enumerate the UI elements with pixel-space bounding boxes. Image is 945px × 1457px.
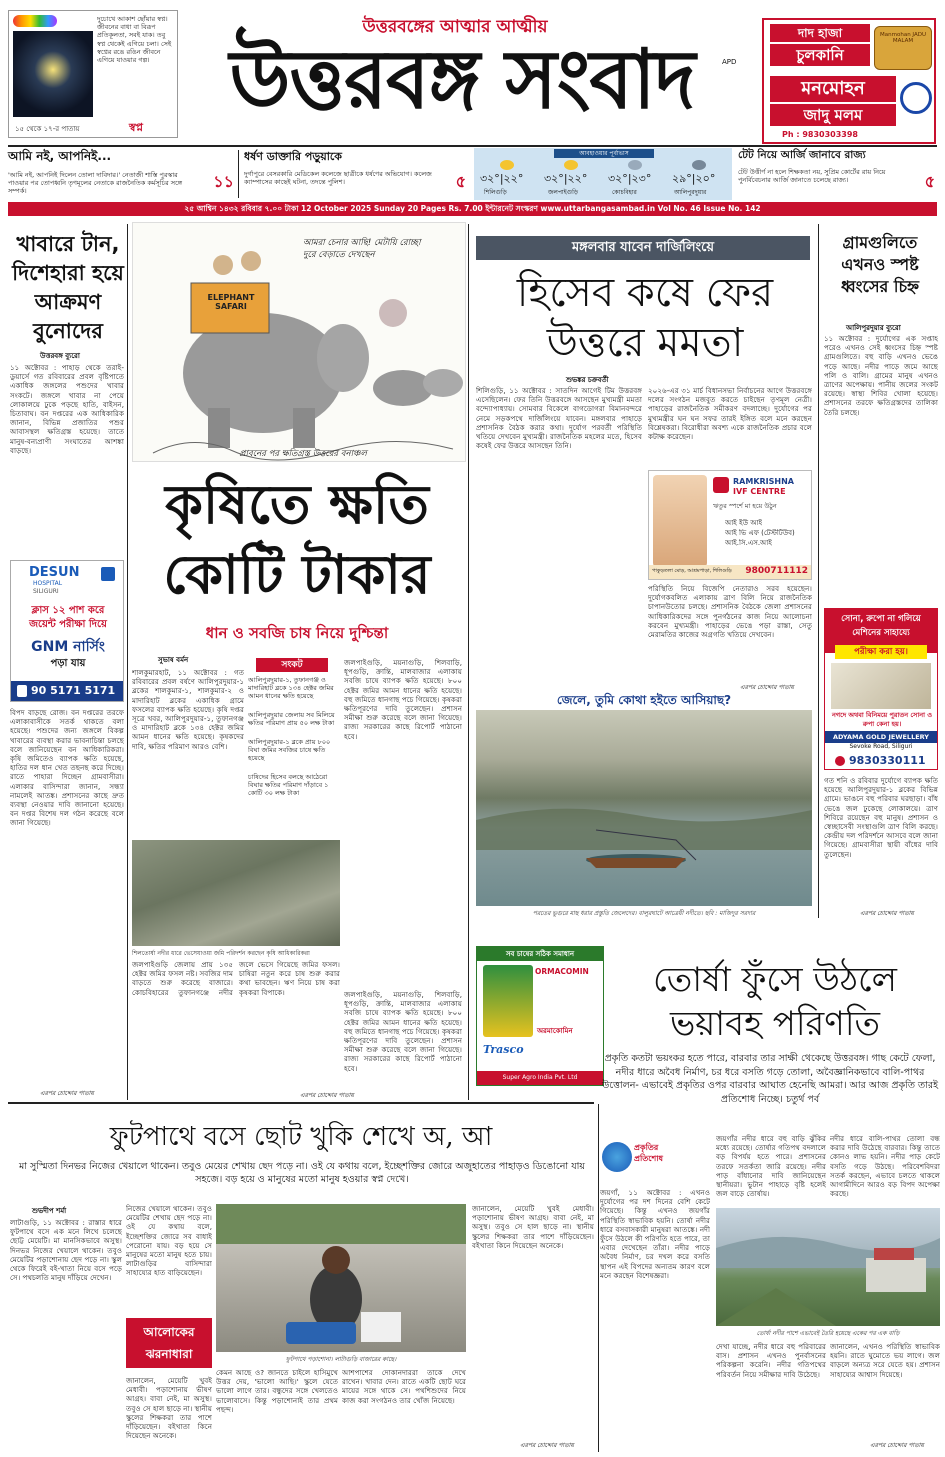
promo-text: দুচোখে আকাশ ছোঁয়ার স্বপ্ন। জীবনের বাধা বা বিরূপ প্রতিকূলতা, সবই যাক। তবু স্বপ্ন থেকেই এগিয়ে চলা। সেই স্বপ্নের রঙে রঙিন জীবনে এগিয়ে যাওয়ার গল্প। bbox=[97, 15, 172, 65]
gold-ad[interactable] bbox=[824, 608, 938, 770]
orma-company: Super Agro India Pvt. Ltd bbox=[477, 1071, 603, 1085]
agri-sidebar-item-1: আলিপুরদুয়ার-১, তুফানগঞ্জ ও মাদারিহাট ব্লকে ১৩৪ হেক্টর জমির আমন ধানের ক্ষতি হয়েছে bbox=[248, 676, 334, 700]
medical-cross-icon bbox=[101, 567, 115, 581]
col-divider-left bbox=[127, 224, 128, 1100]
rk-phone: 9800711112 bbox=[745, 566, 808, 576]
mamata-continue[interactable]: এরপর চোদ্দোর পাতায় bbox=[740, 684, 794, 691]
rk-item-2: আই ভি এফ (টেস্টটিউব) bbox=[725, 529, 795, 537]
right-story-headline[interactable]: গ্রামগুলিতে এখনও স্পষ্ট ধ্বংসের চিহ্ন bbox=[840, 233, 920, 296]
globe-icon bbox=[602, 1142, 632, 1172]
ad-brand2: জাদু মলম bbox=[770, 104, 896, 126]
torsa-continue[interactable]: এরপর চোদ্দোর পাতায় bbox=[870, 1442, 924, 1449]
weather-city-4 bbox=[670, 160, 730, 198]
teaser-3[interactable] bbox=[738, 148, 937, 200]
torsa-series-logo bbox=[600, 1134, 672, 1186]
agri-col4: জলপাইগুড়ি, ময়নাগুড়ি, শিলবাড়ি, ধূপগুড়ি, ক্রান্তি, মালবাজার এলাকায় সবজি চাষে ব্যাপক ক্ষতি হয়েছে। ৮০০ হেক্টর জমির আমন ধানের ক্ষতি হয়েছে। বহু জমিতে ধানগাছ পচে গিয়েছে। কৃষকরা ক্ষতিপূরণের দাবি তুলেছেন। প্রশাসন সমীক্ষা শুরু করেছে বলে জানা গিয়েছে। রাজ্য সরকারের কাছে রিপোর্ট পাঠানো হবে। bbox=[344, 990, 462, 1073]
mamata-body2: ২০২৬-এর ৩১ মার্চ বিধানসভা নির্বাচনের আগে উত্তরবঙ্গে দলের সংগঠন মজবুত করতে চাইছেন তৃণমূল নেত্রী। পাহাড়ের রাজনৈতিক সমীকরণ বদলাচ্ছে। দুর্যোগের পর মুখ্যমন্ত্রীর ঘন ঘন সফর তারই ইঙ্গিত বলে মনে করছেন বিশ্লেষকরা। বিরোধীরা অবশ্য একে রাজনৈতিক প্রচার বলে কটাক্ষ করেছেন। bbox=[648, 386, 812, 442]
ad-phone: Ph : 9830303398 bbox=[782, 130, 858, 139]
girl-photo-caption: ফুটপাথে পড়াশোনা। লাটাগুড়ি বাজারের কাছে। bbox=[285, 1356, 397, 1363]
desun-sub: HOSPITAL bbox=[33, 580, 63, 587]
rain-cloud-icon bbox=[692, 160, 706, 170]
sun-cloud-icon bbox=[500, 160, 514, 170]
agri-sidebar-item-4: চাষিদের হিসেব বলছে আঠেরো বিঘার ক্ষতির পরিমাণ দাঁড়াবে ১ কোটি ৩০ লক্ষ টাকা bbox=[248, 773, 329, 797]
gold-phone-row bbox=[825, 753, 937, 769]
torsa-body2: জয়গাঁর নদীর ধারে বহু বাড়ি ঝুঁকির মধ্যে রয়েছে। তোর্ষার গতিপথ বদলালে বড় বিপর্যয় হতে পারে। প্রশাসনের তরফে সতর্কতা জারি রয়েছে। নদীর পাড় বাঁধানোর দাবি জানিয়েছেন স্থানীয়রা। ভুটান পাহাড়ে বৃষ্টি হলেই জল বাড়ে তোর্ষায়। bbox=[716, 1134, 826, 1199]
ormacomin-ad[interactable] bbox=[476, 946, 604, 1086]
ad-mother-photo bbox=[653, 475, 707, 567]
gold-line2: মেশিনের সাহায্যে bbox=[852, 628, 910, 638]
teaser-2[interactable] bbox=[244, 148, 470, 200]
agri-subhead: ধান ও সবজি চাষ নিয়ে দুশ্চিন্তা bbox=[205, 624, 389, 642]
mk-logo-icon bbox=[900, 82, 932, 114]
rk-item-3: আই.সি.এস.আই bbox=[725, 539, 772, 547]
gold-name: ADYAMA GOLD JEWELLERY bbox=[825, 731, 937, 743]
weather-city-4-name: আলিপুরদুয়ার bbox=[674, 189, 707, 196]
right-story-byline: আলিপুরদুয়ার ব্যুরো bbox=[846, 324, 901, 332]
teaser-2-text: দুর্গাপুরে বেসরকারি মেডিকেল কলেজে ছাত্রীকে ধর্ষণের অভিযোগ। কলেজ ক্যাম্পাসের কাছেই ঘটনা, তদন্তে পুলিশ। bbox=[244, 170, 432, 186]
left-story-headline[interactable]: খাবারে টান, দিশেহারা হয়ে আক্রমণ বুনোদের bbox=[12, 232, 124, 343]
phone-icon bbox=[835, 756, 845, 766]
teaser-3-text: টেট উত্তীর্ণ না হলে শিক্ষকতা নয়, সুপ্রিম কোর্টের রায় নিয়ে পুনর্বিবেচনার আর্জি জানাতে চলেছে রাজ্য। bbox=[738, 168, 886, 184]
torsa-series-label: প্রকৃতির প্রতিশোধ bbox=[634, 1143, 664, 1163]
mamata-headline[interactable]: হিসেব কষে ফের উত্তরে মমতা bbox=[516, 270, 774, 366]
ad-line2: চুলকানি bbox=[770, 44, 870, 66]
girl-series-logo bbox=[126, 1318, 212, 1372]
weather-city-3-name: কোচবিহার bbox=[612, 189, 637, 196]
girl-col4: কেমন আছে ও? জানতে চাইলে হাসিমুখে উত্তর দেয়, 'ভালো আছি।' স্কুলে যেতে ভালো লাগে তার। বন্ধুদের সঙ্গে খেলতেও ভালোবাসে। কিন্তু পড়াশোনাই তার প্রথম পছন্দ। bbox=[216, 1368, 338, 1414]
rk-footer bbox=[649, 565, 811, 579]
orma-logo: Trasco bbox=[483, 1043, 524, 1056]
desun-ad[interactable] bbox=[10, 560, 124, 702]
gold-machine-image bbox=[831, 663, 931, 709]
rk-sub: IVF CENTRE bbox=[733, 487, 786, 496]
mamata-kicker: মঙ্গলবার যাবেন দার্জিলিংয়ে bbox=[571, 240, 715, 255]
weather-temp-1: ৩২°|২২° bbox=[480, 172, 524, 185]
fishing-caption: পরতের ভুগুরে মাছ ধরার প্রস্তুতি জেলেদের। বালুরঘাটে আত্রেয়ী নদীতে। ছবি : মাজিদুর সরদার bbox=[532, 910, 756, 917]
teaser-divider bbox=[238, 150, 239, 198]
cartoon-banner: ELEPHANT SAFARI bbox=[207, 293, 255, 311]
weather-city-3 bbox=[606, 160, 666, 198]
gold-line3: পরীক্ষা করা হয়। bbox=[835, 645, 927, 659]
girl-col5: আশপাশের দোকানদাররা তাকে দেখে রাখেন। খাবার দেন। রাতে একটি ছোট ঘরে মায়ের সঙ্গে থাকে সে। পথশিশুদের নিয়ে কাজ করা সংগঠনও তার খোঁজ নিয়েছে। bbox=[342, 1368, 466, 1405]
weather-city-2-name: জলপাইগুড়ি bbox=[548, 189, 579, 196]
torsa-scene bbox=[716, 1208, 940, 1326]
girl-col3: জানালেন, মেয়েটি খুবই মেধাবী। পড়াশোনায় ভীষণ আগ্রহ। বাবা নেই, মা অসুস্থ। তবুও সে হাল ছাড়ে না। স্থানীয় স্কুলের শিক্ষকরা তার পাশে দাঁড়িয়েছেন। বইখাতা কিনে দিয়েছেন অনেকে। bbox=[126, 1376, 212, 1441]
mamata-byline: শুভঙ্কর চক্রবর্তী bbox=[566, 376, 609, 384]
desun-line2: জয়েন্ট পরীক্ষা দিয়ে bbox=[29, 619, 107, 630]
torsa-body4: দেখা যাচ্ছে, নদীর ধারে বহু পরিবারের বাস। প্রশাসন এখনও পুনর্বাসনের পরিকল্পনা করেনি। নদীর গতিপথের পরিবর্তন নিয়ে সমীক্ষার দাবি উঠেছে। bbox=[716, 1342, 826, 1379]
agri-col1: শালকুমারহাট, ১১ অক্টোবর : গত রবিবারের প্রবল বর্ষণে আলিপুরদুয়ার-১ ব্লকের শালকুমার-১, শালকুমার-২ ও মাদারিহাট ব্লকের একাধিক গ্রামে ফসলের ব্যাপক ক্ষতি হয়েছে। কৃষি দপ্তর সূত্রে খবর, আলিপুরদুয়ার-১, তুফানগঞ্জ ও মাদারিহাট ব্লকে ১৩৪ হেক্টর জমির আমন ধানের ক্ষতি হয়েছে। কৃষকদের দাবি, ক্ষতির পরিমাণ আরও বেশি। bbox=[132, 668, 244, 751]
mamata-body3: পরিস্থিতি নিয়ে বিজেপি নেতারাও সরব হয়েছেন। দুর্যোগকবলিত এলাকায় ত্রাণ বিলি নিয়ে রাজনৈতিক চাপানউতোর চলছে। প্রশাসনিক বৈঠকে জেলা প্রশাসনের আধিকারিকদের সঙ্গে পুনর্গঠনের কাজ নিয়ে আলোচনা করবেন মুখ্যমন্ত্রী। পাহাড়ের ভেঙে পড়া রাস্তা, সেতু মেরামতির কাজের অগ্রগতি খতিয়ে দেখবেন। bbox=[648, 584, 812, 640]
weather-temp-3: ৩২°|২৩° bbox=[608, 172, 652, 185]
ad-brand: মনমোহন bbox=[770, 76, 896, 102]
weather-city-1 bbox=[478, 160, 538, 198]
masthead-rule bbox=[8, 145, 937, 147]
girl-byline: শুভদীপ শর্মা bbox=[32, 1207, 67, 1215]
weather-temp-4: ২৯°|২০° bbox=[672, 172, 716, 185]
girl-col2: নিজের খেয়ালে থাকেন। তবুও মেয়েটির শেখায় ছেদ পড়ে না। ওই যে কথায় বলে, ইচ্ছেশক্তির জোরে সব বাধাই পেরোনো যায়। বড় হয়ে সে মানুষের মতো মানুষ হতে চায়। লাটাগুড়ির বাসিন্দারা সাহায্যের হাত বাড়িয়েছেন। bbox=[126, 1204, 212, 1278]
torsa-body1: জয়গাঁ, ১১ অক্টোবর : এখনও দুর্যোগের পর দশ দিনের বেশি কেটে গিয়েছে। কিন্তু এখনও জয়গাঁর পরিস্থিতি স্বাভাবিক হয়নি। তোর্ষা নদীর ধারে বসবাসকারী মানুষরা আতঙ্কে। নদী ফুঁসে উঠলে কী পরিণতি হতে পারে, তা এবার দেখেছেন তাঁরা। নদীর পাড়ে অবৈধ নির্মাণ, চর দখল করে বসতি স্থাপন এই বিপদের অন্যতম কারণ বলে মনে করছেন বিশেষজ্ঞরা। bbox=[600, 1188, 710, 1280]
desun-city: SILIGURI bbox=[33, 588, 59, 595]
weather-temp-2: ৩২°|২২° bbox=[544, 172, 588, 185]
agri-photo-caption: শিলতোর্ষা নদীর ধারে ভেসেযাওয়া জমি পরিদর্শন করছেন কৃষি আধিকারিকরা bbox=[132, 950, 310, 957]
teaser-2-page: ৫ bbox=[455, 172, 466, 191]
promo-image bbox=[13, 31, 93, 117]
agri-continue[interactable]: এরপর চোদ্দোর পাতায় bbox=[300, 1092, 354, 1099]
tagline: উত্তরবঙ্গের আত্মার আত্মীয় bbox=[362, 17, 548, 37]
girl-series: আলোকের ঝরনাধারা bbox=[126, 1318, 212, 1368]
left-story-continue[interactable]: এরপর চোদ্দোর পাতায় bbox=[40, 1090, 94, 1097]
rk-offer: ঋতুর স্পর্শে মা হয়ে উঠুন bbox=[713, 502, 777, 510]
agri-col3: জলপাইগুড়ি জেলায় প্রায় ১৩৫ হেক্টর জমির ফসল নষ্ট। সবজির দাম বাড়তে শুরু করেছে বাজারে। কোচবিহারের তুফানগঞ্জে নদীর জলে ভেসে গিয়েছে জমির ফসল। চাষিরা নতুন করে চাষ শুরু করার কথা ভাবছেন। ঋণ নিয়ে চাষ করা কৃষকরা বিপাকে। bbox=[132, 960, 340, 997]
teaser-1-page: ১১ bbox=[213, 172, 234, 191]
agri-photo bbox=[132, 840, 340, 946]
girl-headline[interactable]: ফুটপাথে বসে ছোট খুকি শেখে অ, আ bbox=[109, 1122, 493, 1152]
agri-sidebar-item-3: আলিপুরদুয়ার-১ ব্লকে প্রায় ৮০০ বিঘা জমির সবজির চাষে ক্ষতি হয়েছে bbox=[248, 738, 331, 762]
fishing-photo bbox=[476, 710, 812, 906]
teaser-3-head: টেট নিয়ে আর্জি জানাবে রাজ্য bbox=[738, 149, 866, 161]
girl-col1: লাটাগুড়ি, ১১ অক্টোবর : রাস্তার ধারে ফুটপাথে বসে এক মনে লিখে চলেছে ছোট্ট মেয়েটি। মা মানসিকভাবে অসুস্থ। দিনভর নিজের খেয়ালে থাকেন। তবুও মেয়েটির পড়াশোনায় ছেদ পড়ে না। স্কুল থেকে ফিরেই বই-খাতা নিয়ে বসে পড়ে সে। পথচলতি মানুষ দাঁড়িয়ে দেখেন। bbox=[10, 1218, 122, 1283]
rk-item-1: আই ইউ আই bbox=[725, 519, 763, 527]
desun-name: DESUN bbox=[29, 565, 80, 580]
rk-addr: পাকুড়তলা মোড়, আশ্রমপাড়া, শিলিগুড়ি bbox=[652, 568, 732, 574]
gold-line1: সোনা, রুপো না গলিয়ে bbox=[841, 614, 921, 624]
girl-scene bbox=[216, 1204, 466, 1352]
girl-col6: জানালেন, মেয়েটি খুবই মেধাবী। পড়াশোনায় ভীষণ আগ্রহ। বাবা নেই, মা অসুস্থ। তবুও সে হাল ছাড়ে না। স্থানীয় স্কুলের শিক্ষকরা তার পাশে দাঁড়িয়েছেন। বইখাতা কিনে দিয়েছেন অনেকে। bbox=[472, 1204, 594, 1250]
agri-sidebar-title: সংকট bbox=[256, 658, 328, 672]
teaser-1[interactable] bbox=[8, 148, 236, 200]
teaser-1-head: আমি নই, আপনিই... bbox=[8, 149, 112, 163]
agri-col2: জলপাইগুড়ি, ময়নাগুড়ি, শিলবাড়ি, ধূপগুড়ি, ক্রান্তি, মালবাজার এলাকায় সবজি চাষে ব্যাপক ক্ষতি হয়েছে। ৮০০ হেক্টর জমির আমন ধানের ক্ষতি হয়েছে। বহু জমিতে ধানগাছ পচে গিয়েছে। কৃষকরা ক্ষতিপূরণের দাবি তুলেছেন। প্রশাসন সমীক্ষা শুরু করেছে বলে জানা গিয়েছে। রাজ্য সরকারের কাছে রিপোর্ট পাঠানো হবে। bbox=[344, 658, 462, 741]
newspaper-title: উত্তরবঙ্গ সংবাদ bbox=[229, 32, 695, 128]
mamata-body1: শিলিগুড়ি, ১১ অক্টোবর : সাতদিন আগেই টিম উত্তরবঙ্গ এসেছিলেন। ফের তিনি উত্তরবঙ্গে আসছেন মুখ্যমন্ত্রী মমতা বন্দ্যোপাধ্যায়। সোমবার বিকেলে বাগডোগরা বিমানবন্দরে নেমে সড়কপথে দার্জিলিংয়ে যাবেন। মঙ্গলবার পাহাড়ে প্রশাসনিক বৈঠক করার কথা। দুর্যোগ পরবর্তী পরিস্থিতি খতিয়ে দেখবেন মুখ্যমন্ত্রী। রাজনৈতিক মহলের মতে, হিসেব কষেই ফের উত্তরে আসছেন তিনি। bbox=[476, 386, 642, 451]
desun-phone-bar bbox=[11, 681, 123, 701]
fishing-title: জেলে, তুমি কোথা হইতে আসিয়াছ? bbox=[556, 693, 732, 707]
desun-line3: পড়া যায় bbox=[50, 658, 86, 669]
gold-phone: 9830330111 bbox=[849, 754, 926, 767]
torsa-headline[interactable]: তোর্ষা ফুঁসে উঠলে ভয়াবহ পরিণতি bbox=[652, 960, 897, 1044]
rk-name: RAMKRISHNA bbox=[733, 477, 794, 486]
weather-city-1-name: শিলিগুড়ি bbox=[484, 189, 507, 196]
teaser-2-head: ধর্ষণ ডাক্তারি পড়ুয়াকে bbox=[244, 150, 343, 163]
fishing-scene bbox=[476, 710, 812, 906]
orma-top: সব চাষের সঠিক সমাধান bbox=[477, 947, 603, 961]
cloud-icon bbox=[628, 160, 642, 170]
right-story-body2: গত শনি ও রবিবার দুর্যোগে ব্যাপক ক্ষতি হয়েছে আলিপুরদুয়ার-১ ব্লকের বিভিন্ন গ্রামে। ভাঙনে বহু পরিবার ঘরছাড়া। বাঁধ ভেঙে জল ঢুকেছে লোকালয়ে। ত্রাণ শিবিরে রয়েছেন বহু মানুষ। প্রশাসন ও স্বেচ্ছাসেবী সংস্থাগুলি ত্রাণ বিলি করছে। কেন্দ্রীয় দল পরিদর্শনে আসবে বলে জানা গিয়েছে। গ্রামবাসীরা স্থায়ী বাঁধের দাবি তুলেছেন। bbox=[824, 776, 938, 859]
torsa-photo bbox=[716, 1208, 940, 1326]
ad-line1: দাদ হাজা bbox=[770, 24, 870, 42]
agri-byline: সুভাষ বর্মন bbox=[158, 656, 189, 664]
gold-offer: নগদে অথবা বিনিময়ে পুরাতন সোনা ও রুপা কেনা হয়। bbox=[831, 711, 933, 728]
torsa-body3: নদীর ধারে বালি-পাথর তোলা বন্ধ করার দাবি উঠেছে বারবার। কিন্তু তাতে কোনও লাভ হয়নি। নদীর পাড় কেটে বসতি গড়ে উঠছে। পরিবেশবিদরা সতর্ক করছেন, এভাবে চলতে থাকলে আগামীদিনে আরও বড় বিপদ অপেক্ষা করছে। bbox=[830, 1134, 940, 1199]
masthead-promo-box[interactable] bbox=[8, 10, 178, 138]
girl-continue[interactable]: এরপর চোদ্দোর পাতায় bbox=[520, 1442, 574, 1449]
right-story-body1: ১১ অক্টোবর : দুর্যোগের এক সপ্তাহ পরেও এখনও সেই ধ্বংসের চিহ্ন স্পষ্ট গ্রামগুলিতে। বহু বাড়ি এখনও ভেঙে পড়ে আছে। নদীর পাড়ে জমে আছে পলি ও বালি। গ্রামের মানুষ এখনও ত্রাণের অপেক্ষায়। পানীয় জলের সংকট রয়েছে। স্বাস্থ্য শিবির খোলা হয়েছে। প্রশাসনের তরফে ক্ষতিগ্রস্তদের তালিকা তৈরি চলছে। bbox=[824, 334, 938, 417]
left-story-body1: ১১ অক্টোবর : পাহাড় থেকে তরাই-ডুয়ার্সে গত রবিবারের প্রবল বৃষ্টিপাতে একাধিক জঙ্গলের পশুদের খাবার সংকটে। জঙ্গলে খাবার না পেয়ে লোকালয়ে ঢুকে পড়ছে হাতি, বাইসন, চিতাবাঘ। বন দপ্তরের এক আধিকারিক জানান, বিভিন্ন প্রজাতির পশুর আবাসস্থল ক্ষতিগ্রস্ত হয়েছে। তাতে মানুষ-বন্যপ্রাণী সংঘাতের আশঙ্কা বাড়ছে। bbox=[10, 363, 124, 455]
ramkrishna-ad[interactable] bbox=[648, 470, 812, 580]
orma-tag: অরমাকোমিন bbox=[537, 1027, 573, 1035]
cartoon bbox=[132, 222, 466, 462]
weather-box bbox=[474, 148, 732, 200]
promo-pages: ১৫ থেকে ১৭-র পাতায় bbox=[15, 125, 80, 133]
dateline-bar bbox=[8, 202, 937, 216]
desun-course: GNM নার্সিং bbox=[31, 639, 105, 655]
col-divider-mid bbox=[468, 224, 469, 1100]
torsa-standfirst: প্রকৃতি কতটা ভয়ংকর হতে পারে, বারবার তার সাক্ষী থেকেছে উত্তরবঙ্গ। গাছ কেটে ফেলা, নদীর ধারে অবৈধ নির্মাণ, চর ধরে বসতি গড়ে তোলা, অবৈজ্ঞানিকভাবে বালি-পাথর উত্তোলন- এভাবেই প্রকৃতির ওপর বারবার আঘাত হেনেছি আমরা। আর আজ প্রকৃতি তারই প্রতিশোধ নিচ্ছে। চতুর্থ পর্ব bbox=[601, 1053, 939, 1105]
col-divider-bottom bbox=[598, 1104, 599, 1452]
agri-sidebar bbox=[248, 658, 340, 836]
girl-standfirst: মা সুস্মিতা দিনভর নিজের খেয়ালে থাকেন। তবুও মেয়ের শেখায় ছেদ পড়ে না। ওই যে কথায় বলে, ইচ্ছেশক্তির জোরে অজুহাতের পাহাড়ও ডিঙোনো যায় সহজে। বড় হয়ে ও মানুষের মতো মানুষ হওয়ার স্বপ্ন দেখে। bbox=[18, 1161, 586, 1185]
torsa-photo-caption: তোর্ষা নদীর পাশে এভাবেই তৈরি হয়েছে একের পর এক বাড়ি bbox=[756, 1330, 900, 1337]
torsa-body5: জানালেন, এখনও পরিস্থিতি স্বাভাবিক হয়নি। রাতে ঘুমোতে ভয় লাগে। জল বাড়লে অন্যত্র সরে যেতে হয়। প্রশাসন সাহায্যের আশ্বাস দিয়েছে। bbox=[830, 1342, 940, 1379]
sun-cloud-icon bbox=[564, 160, 578, 170]
teaser-3-page: ৫ bbox=[924, 172, 935, 191]
cartoon-caption: প্রাবনের পর ক্ষতিগ্রস্ত উত্তরের বনাঞ্চল bbox=[239, 449, 367, 459]
dateline: ২৫ আশ্বিন ১৪৩২ রবিবার ৭.০০ টাকা 12 October 2025 Sunday 20 Pages Rs. 7.00 ইন্টারনেট সংস্করণ www.uttarbangasambad.in Vol No. 46 Issue No. 142 bbox=[184, 204, 761, 213]
agri-sidebar-item-2: আলিপুরদুয়ার জেলায় সব মিলিয়ে ক্ষতির পরিমাণ প্রায় ৫০ লক্ষ টাকা bbox=[248, 711, 335, 727]
weather-city-2 bbox=[542, 160, 602, 198]
gold-addr: Sevoke Road, Siliguri bbox=[849, 743, 913, 750]
promo-rainbow-icon bbox=[13, 15, 57, 27]
agri-headline[interactable]: কৃষিতে ক্ষতি কোটি টাকার bbox=[163, 473, 431, 606]
left-story-body2: বিপদ বাড়ছে রোজ। বন দপ্তরের তরফে এলাকাবাসীকে সতর্ক থাকতে বলা হয়েছে। পশুদের জন্য জঙ্গলে বিকল্প খাবারের ব্যবস্থা করার ভাবনাচিন্তা চলছে বলে জানিয়েছেন বন আধিকারিকরা। কৃষি জমিতেও ব্যাপক ক্ষতি হয়েছে, হাতির দল ধান খেত তছনছ করে দিচ্ছে। রাতে পাহারা দিচ্ছেন গ্রামবাসীরা। এলাকার বাসিন্দারা জানান, সন্ধ্যা নামলেই আতঙ্ক। প্রশাসনের কাছে দ্রুত ব্যবস্থা নেওয়ার দাবি জানানো হয়েছে। বন দপ্তর বিশেষ দল গঠন করেছে বলে জানা গিয়েছে। bbox=[10, 708, 124, 828]
phone-icon bbox=[17, 685, 27, 697]
orma-product-image bbox=[483, 965, 533, 1037]
section-rule bbox=[8, 1102, 594, 1104]
right-story-continue[interactable]: এরপর চোদ্দোর পাতায় bbox=[860, 910, 914, 917]
jadu-malam-ad[interactable] bbox=[762, 18, 936, 144]
teaser-1-text: 'আমি নই, আপনিই দিলেন তোলা দাবিদার।' নেতাজী শাস্তি পুরস্কার পাওয়ার পর তোপধ্বনি তৃণমূলের নেতাকে রাজনৈতিক কর্মসূচির সঙ্গে সম্পর্ক। bbox=[8, 171, 183, 195]
cartoon-bubble: আমরা চেনার আছি! মেটায়ি রোচ্ছা দুরে বেড়াতে দেখছেন bbox=[303, 238, 421, 260]
weather-title: আবহাওয়ার পূর্বাভাস bbox=[554, 149, 654, 158]
apd-mark: APD bbox=[722, 58, 737, 66]
left-story-byline: উত্তরবঙ্গ ব্যুরো bbox=[40, 352, 80, 360]
desun-line1: ক্লাস ১২ পাশ করে bbox=[31, 605, 105, 616]
mamata-kicker-bar bbox=[476, 236, 810, 260]
promo-label: স্বপ্ন bbox=[129, 121, 143, 134]
desun-phone: 90 5171 5171 bbox=[31, 684, 116, 697]
orma-brand: ORMACOMIN bbox=[535, 967, 589, 976]
girl-photo bbox=[216, 1204, 466, 1352]
col-divider-right bbox=[818, 224, 819, 918]
ad-small: Manmohan JADU MALAM bbox=[880, 32, 926, 44]
rk-logo-icon bbox=[713, 477, 729, 493]
